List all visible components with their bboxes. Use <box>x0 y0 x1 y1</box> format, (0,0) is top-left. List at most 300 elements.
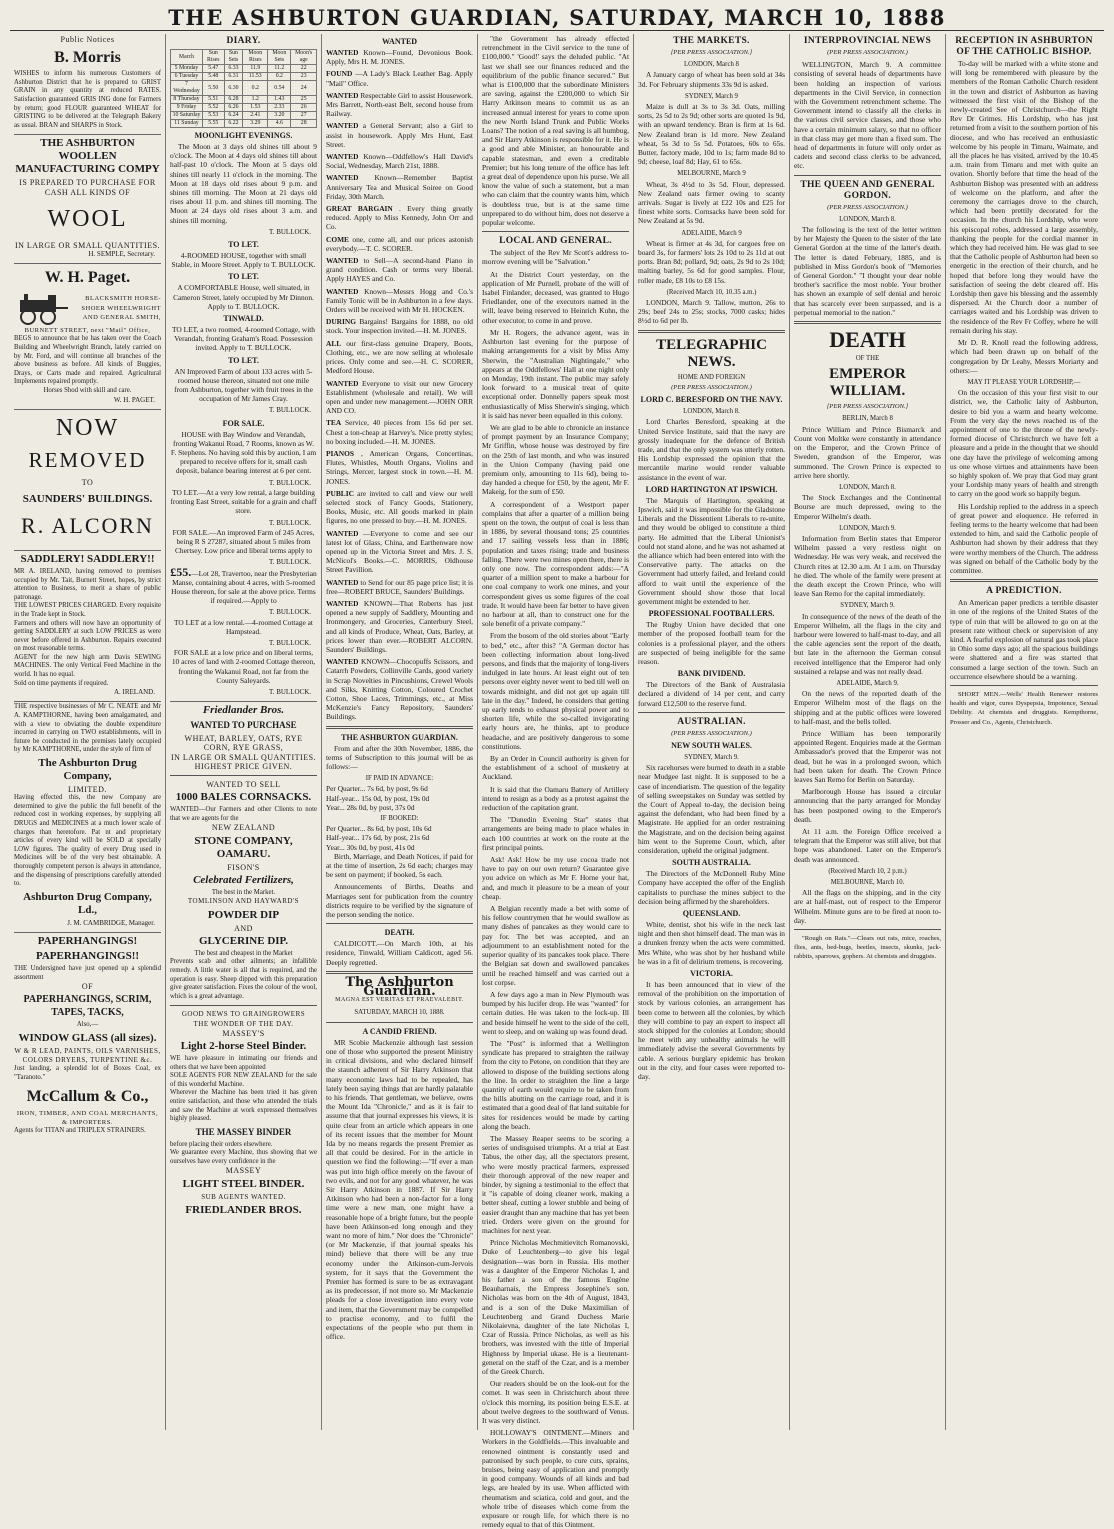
local-paragraph: The Massey Reaper seems to be scoring a series of undisguised triumphs. At a trial at East Tabus, the other day, all the spectators present, who were mostly practical farmers, expressed their thorough approval of the new reaper and binder, by signing a testimonial to the effect that it "is capable of doing cleaner work, making a better sheaf, cutting a lower stubble and being of easier draught than any machine that has yet been tried. Orders were given on the ground for machines for next year. <box>482 1133 629 1235</box>
emperor-place: ADELAIDE, March 9. <box>836 679 899 687</box>
diary-cell: 22 <box>291 65 317 73</box>
bank-body: The Directors of the Bank of Australasia declared a dividend of 14 per cent, and carry forward £12,500 to the reserve fund. <box>638 680 785 708</box>
local-paragraph: Ask! Ask! How be my use cocoa trade not have to pay on our own return? Guarantee give you advice on which as Mr F. Horne your hat, and, and much it pleasure to be a mean of your cheap. <box>482 855 629 901</box>
rate-line: Half-year... 15s 0d, by post, 19s 0d <box>326 793 430 803</box>
to-label: TO <box>81 477 94 487</box>
masthead <box>10 6 1104 31</box>
emperor-place: LONDON, March 9. <box>839 524 896 532</box>
market-place: SYDNEY, March 9 <box>685 92 738 100</box>
diary-cell: 5.48 <box>203 73 225 81</box>
local-paragraph: By an Order in Council authority is given for the establishment of a school of musketry at Auckland. <box>482 754 629 782</box>
diary-col: Moon's age <box>291 50 317 65</box>
glycerine-dip: GLYCERINE DIP. <box>198 934 289 947</box>
classified-ad <box>326 418 473 446</box>
local-paragraph: Our readers should be on the look-out for the comet. It was seen in Christchurch about three o'clock this morning, its position being E.S.E. at about twelve degrees to the southward of Venus. It was very distinct. <box>482 1379 629 1426</box>
editorial-body: MR Scobie Mackenzie although last session one of those who supported the present Ministry in critical divisions, and who declared himself the staunch adherent of Sir Harry Atkinson that many economic laws had to be repealed, has lately been saying things that are hardly palatable to his friends. That gentleman, we believe, owns the Mount Ida "Chronicle," and as it is fair to assume that that journal expresses his views, it is quite clear from an article which appears in one of its recent issues that the member for Mount Ida by no means regards the present Premier as all that could be desired. For in the article in question we find the following:—"If ever a man was put into high office merely on the favour of two evils, and not for any good whatever, he was Sir Harry Atkinson in 1887. If Sir Harry Atkinson who had been a non-factor for a long time were a new man, one might have a reasonable hope of a bright future, but the people have been Atkinson-ed long enough and they want no more of him." Nor does the "Chronicle" (or Mr Mackenzie, if that journal speaks his mind) believe that there will be any true economy under the Atkinson-cum-Jervois system, for it says that the Government the Premier has formed is sure to be as extravagant as its predecessor, if not more so. Mr Mackenzie pleads for a close investigation into every vote and item, that the Government may be compelled to practise economy, and to fulfil the expectations of the people who put them in office. <box>326 1037 473 1342</box>
local-general-paragraphs <box>482 248 629 1529</box>
diary-cell: 4.6 <box>268 120 291 128</box>
paper-body: THE Undersigned have just opened up a splendid assortment <box>14 964 161 981</box>
prediction-body: An American paper predicts a terrible disaster in one of the regions of the United States of the type of ruin that will be allowed to go on at the present rate without check or supervision of any kind. A fearful explosion of natural gas took place in Ohio some days ago; all the spacious buildings were shattered and a fire was started that consumed a large section of the town. Such an occurrence elsewhere should be a warning. <box>950 598 1098 681</box>
classified-ad <box>326 379 473 416</box>
telegraphic-sub-2: (PER PRESS ASSOCIATION.) <box>671 383 752 391</box>
divider <box>794 321 941 324</box>
diary-cell: 11.9 <box>243 65 268 73</box>
paget-body: BEGS to announce that he has taken over the Coach Building and Wheelwright Branch, lately carried on by Mr. Ford, and will continue all branches of the above business as before. All kinds of Buggies, Drays, or Carts made and repaired. Agricultural Implements repaired promptly. <box>14 335 161 386</box>
ireland-terms: Sold on time payments if required. <box>14 679 109 687</box>
local-paragraph: Prince Nicholas Mechmitievitch Romanovski, Duke of Leuchtenberg—to give his legal designation—was born in Russia. His mother was a daughter of the Emperor Nicholas I, and his father a son of the famous Eugène Beauharnais, the Empress Josephine's son. Nicholas was born on the 4th of August, 1843, and is a son of the Duke Maximilian of Leuchtenberg and Grand Duchess Marie Nikolaievna, daughter of the late Nicholas I, Czar of Russia. Prince Nicholas, as well as his brothers, was invested with the title of Imperial Highness by Imperial ukase. He is a lieutenant-general on the staff of the Czar, and is a member of the Greek Church. <box>482 1238 629 1377</box>
emperor-body: All the flags on the shipping, and in the city are at half-mast, out of respect to the Emperor Wilhelm. Minute guns are to be fired at noon to-day. <box>794 888 941 925</box>
interprovincial-sub: (PER PRESS ASSOCIATION.) <box>827 49 908 56</box>
guardian-rates-heading: THE ASHBURTON GUARDIAN. <box>341 732 458 742</box>
interprovincial-heading: INTERPROVINCIAL NEWS <box>803 36 932 46</box>
emperor-place: MELBOURNE, March 10. <box>830 879 905 887</box>
classified-ad <box>326 152 473 170</box>
diary-cell: 8 Thursday <box>171 96 203 104</box>
paget-ad <box>14 268 161 410</box>
bullock-sig: T. BULLOCK. <box>268 478 311 487</box>
nsw-heading: NEW SOUTH WALES. <box>671 740 752 750</box>
removed-heading: REMOVED <box>28 447 147 472</box>
hartington-heading: LORD HARTINGTON AT IPSWICH. <box>645 484 778 494</box>
sole-agents: SOLE AGENTS FOR NEW ZEALAND for the sale of this wonderful Machine. <box>170 1072 317 1088</box>
classified-text: Known—Remember Baptist Anniversary Tea and Musical Soiree on Good Friday, 30th March. <box>326 173 473 201</box>
diary-cell: 23 <box>291 73 317 81</box>
emperor-body: Prince William has been temporarily appointed Regent. Enquiries made at the German Ambassador's proved that the Emperor was not dead, but he was in a prolonged swoon, which had been taken for death. The Crown Prince leaves San Remo for Berlin on Saturday. <box>794 728 941 784</box>
bullock-sig: T. BULLOCK. <box>268 227 311 236</box>
diary-cell: 26 <box>291 104 317 112</box>
tinwald-heading: TINWALD. <box>223 314 264 324</box>
diary-cell: 11.53 <box>243 73 268 81</box>
market-place: MELBOURNE, March 9 <box>677 170 746 178</box>
paget-horse-line: Horses Shod with skill and care. <box>43 386 132 394</box>
bullock-ads <box>170 228 317 702</box>
wool-heading: WOOL <box>47 205 128 232</box>
local-paragraph: A few days ago a man in New Plymouth was bumped by his lucifer drop. He was "wanted" for certain duties. He was taken to the lock-up. Ill and beside himself he went to the side of the cell, went to sleep, and on waking up was found dead. <box>482 989 629 1036</box>
column-2 <box>166 34 322 1430</box>
classified-ad <box>326 48 473 66</box>
classified-label: ALL <box>326 338 342 348</box>
diary-cell: 11.2 <box>268 65 291 73</box>
address-body: On the occasion of this your first visit to our district, we, the Catholic laity of Ashburton, desire to bid you a warm and hearty welcome. From the very day the news reached us of the appointment of one to the throne of the newly-formed diocese of Christchurch we have felt a pleasure and a pride in the thought that we should one day have the privilege of welcoming among us one whose virtues and attainments have been so highly spoken of. We pray that God may grant your Lordship many years of health and strength to carry on the good work so happily begun. <box>950 388 1098 499</box>
telegraphic-heading: TELEGRAPHIC NEWS. <box>656 336 767 370</box>
diary-cell: 24 <box>291 81 317 96</box>
hartington-body: The Marquis of Hartington, speaking at Ipswich, said it was impossible for the Gladstone Liberals and the Dissentient Liberals to re-unite, and they would be obliged to constitute a third party. He admitted that the Liberal Unionist's could not stand alone, and he was not ashamed at the alliance which had been entered into with the Conservative party. The attacks on the Government had utterly failed, and Ireland could afford to wait until the experience of the Government should show those that local government might be extended to her. <box>638 495 785 606</box>
classified-label: WANTED <box>326 528 359 538</box>
mccallum-trade: IRON, TIMBER, AND COAL MERCHANTS, & IMPORTERS. <box>16 1109 159 1126</box>
alcorn-ad <box>14 414 161 551</box>
and-label: AND <box>234 923 253 933</box>
rate-line: Half-year... 17s 6d, by post, 21s 6d <box>326 833 430 843</box>
classified-ad <box>326 256 473 284</box>
emperor-body: In consequence of the news of the death of the Emperor Wilhelm, all the flags in the city and harbour were lowered to half-mast to-day, and all the cable agencies sent the report of the death, but late in the afternoon the German consul received intelligence that the Emperor had only sustained a relapse and was not really dead. <box>794 611 941 676</box>
tolet-heading: TO LET. <box>228 355 259 365</box>
divider <box>326 971 473 974</box>
announce-note: Announcements of Births, Deaths and Marriages sent for publication from the country districts require to be verified by the signature of the person sending the notice. <box>326 882 473 920</box>
local-paragraph: At the District Court yesterday, on the application of Mr Purnell, probate of the will of Isabel Finlander, deceased, was granted to Hugo Friedlander, one of the executors named in the will, leave being reserved to Heinrich Kuhn, the other executor, to come in and prove. <box>482 269 629 325</box>
wanted-heading: WANTED <box>381 37 418 46</box>
classified-ad <box>326 578 473 596</box>
ireland-prices: THE LOWEST PRICES CHARGED. Every requisite in the Trade kept in Stock. <box>14 602 161 618</box>
diary-cell: 3.20 <box>268 112 291 120</box>
classified-ad <box>326 317 473 335</box>
rate-line: Year... 28s 0d, by post, 37s 0d <box>326 802 415 812</box>
diary-cell: 11 Sunday <box>171 120 203 128</box>
local-paragraph: A correspondent of a Westport paper complains that after a quarter of a million being spent on the town, the output of coal is less than in 1886, by several thousand tons; 25 countries and 17 sailing vessels less than in 1886; population and taxes rising; trade and business falling. There were two mines open there, there is only one now. The correspondent adds:—"A quarter of a million spent to make a harbour for one coal company to work one mines, and your correspondent gives us some figures of the coal trade. It would have been far better to have given no harbour at all, than to construct one for the sole benefit of a private company." <box>482 499 629 629</box>
diary-cell: 6 Tuesday <box>171 73 203 81</box>
vic-body: It has been announced that in view of the removal of the prohibition on the importation of stock by various colonies, an arrangement has been come to between all the colonies, by which they will combine to pay an expert to inspect all stock shipped for the colonies at London; should he meet with any unhealthy animals he will immediately advise the several Governments by cable. A serious burglary epidemic has broken out in the city, and four cases were reported to-day. <box>638 980 785 1082</box>
death-headline: DEATH <box>829 327 906 353</box>
rates-intro: From and after the 30th November, 1886, the terms of Subscription to this journal will be as follows:— <box>326 743 473 772</box>
woollen-heading: THE ASHBURTON WOOLLEN MANUFACTURING COMPY <box>15 137 160 176</box>
classified-label: WANTED <box>326 657 359 667</box>
diary-cell: 7 Wednesday <box>171 81 203 96</box>
queen-body: The following is the text of the letter written by her Majesty the Queen to the sister of the late General Gordon at the time of the latter's death. The letter is dated February, 1885, and is published in Miss Gordon's book of "Memories of General Gordon." "I thought your dear noble brother's sacrifice the most noble. Your brother has shown an example of self denial and heroic that has scarcely ever been surpassed, and is a perpetual memorial to the nation." <box>794 225 941 317</box>
classified-label: WANTED <box>326 378 359 388</box>
wanted-list <box>326 48 473 722</box>
sa-body: The Directors of the McDonnell Ruby Mine Company have accepted the offer of the English capitalists to purchase the mines subject to the decision being affirmed by the shareholders. <box>638 869 785 906</box>
divider <box>326 1022 473 1023</box>
diary-table <box>170 49 317 128</box>
ireland-body: MR A. IRELAND, having removed to premises occupied by Mr. Tait, Burnett Street, hopes, by strict attention to Business, to merit a share of public patronage. <box>14 567 161 601</box>
classified-label: PUBLIC <box>326 488 354 498</box>
diary-cell: 1.2 <box>243 96 268 104</box>
editorial-motto: MAGNA EST VERITAS ET PRAEVALEBIT. <box>335 997 464 1004</box>
death-heading: DEATH. <box>384 928 415 938</box>
local-general-heading: LOCAL AND GENERAL. <box>499 236 612 247</box>
diary-cell: 3.29 <box>243 120 268 128</box>
rough-on-rats-ad: "Rough on Rats."—Clears out rats, mice, roaches, flies, ants, bed-bugs, beetles, insects, skunks, jack-rabbits, sparrows, gophers. At chemists and druggists. <box>794 935 941 961</box>
diary-cell: 5.55 <box>203 120 225 128</box>
divider <box>482 231 629 232</box>
before-orders: before placing their orders elsewhere. <box>170 1140 273 1148</box>
classified-ad <box>326 449 473 486</box>
classified-label: WANTED <box>326 577 359 587</box>
editorial-date: SATURDAY, MARCH 10, 1888. <box>354 1009 445 1017</box>
divider <box>794 929 941 930</box>
wool-signature: H. SEMPLE, Secretary. <box>88 249 155 258</box>
bullock-ad-10: FOR SALE at a low price and on liberal terms, 10 acres of land with 2-roomed Cottage thereon, fronting the Wakanui Road, not far from the County Saleyards. <box>171 648 316 685</box>
bullock-ad-1: 4-ROOMED HOUSE, together with small Stable, in Moore Street. Apply to T. BULLOCK. <box>171 251 316 270</box>
diary-cell: 2.33 <box>268 104 291 112</box>
received-line: (Received March 10, 2 p.m.) <box>828 867 907 875</box>
mccallum-agents: Agents for TITAN and TRIPLEX STRAINERS. <box>14 1126 146 1134</box>
friedlander-heading: Friedlander Bros. <box>202 704 285 717</box>
emperor-body: Marlborough House has issued a circular announcing that the party arranged for Monday has been postponed owing to the Emperor's death. <box>794 787 941 824</box>
mccallum-name: McCallum & Co., <box>26 1087 149 1105</box>
classified-label: GREAT BARGAIN <box>326 204 393 214</box>
stone-company: STONE COMPANY, OAMARU. <box>194 834 293 860</box>
classified-text: Known—Messrs Hogg and Co.'s Family Tonic will be in Ashburton in a few days. Orders will be received with Mr H. HOCKEN. <box>326 286 473 315</box>
bullock-sig: T. BULLOCK. <box>268 518 311 527</box>
market-report: Maize is dull at 3s to 3s 3d. Oats, milling sorts, 2s 5d to 2s 9d; other sorts are quoted 1s 9d, with an upward tendency. Bran is firm at 1s 6d. New Zealand bran is 1d more. New Zealand wheat, 5s 3d to 5s 5d. Potatoes, 60s to 65s. Butter, factory made, 10d to 1s; farm made 8d to 9d; cheese, loaf 8d; Hay, 61 to 65s. <box>638 102 785 167</box>
classified-label: PIANOS <box>326 448 354 458</box>
beresford-heading: LORD C. BERESFORD ON THE NAVY. <box>640 395 783 405</box>
wanted-sell: WANTED TO SELL <box>206 779 281 789</box>
death-notice: CALDICOTT.—On March 10th, at his residence, Tinwald, William Caldicott, aged 56. Deeply regretted. <box>326 939 473 967</box>
diary-cell: 9 Friday <box>171 104 203 112</box>
mccallum-intro: Just landing, a splendid lot of Boxes Coal, ex "Taranoto." <box>14 1065 161 1081</box>
diary-cell: 6.22 <box>224 120 243 128</box>
australian-heading: AUSTRALIAN. <box>677 716 746 727</box>
emperor-place: SYDNEY, March 9. <box>840 602 895 610</box>
ireland-agent: AGENT for the new high arm Davis SEWING MACHINES. The only Vertical Feed Machine in the world. It has no equal. <box>14 653 161 679</box>
bullock-ad-2: A COMFORTABLE House, well situated, in Cameron Street, lately occupied by Mr Dinnon. Apply to T. BULLOCK. <box>173 283 314 311</box>
sub-agents: SUB AGENTS WANTED. <box>201 1192 286 1201</box>
friedlander-ad <box>170 704 317 1223</box>
column-3 <box>322 34 478 1430</box>
classified-text: Respectable Girl to assist Housework. Mrs Barrett, North-east Belt, second house from Railway. <box>326 90 473 119</box>
diary-cell: 5.50 <box>203 81 225 96</box>
diary-cell: 28 <box>291 120 317 128</box>
paget-name: W. H. Paget. <box>44 269 131 287</box>
fisons: FISON'S <box>227 862 260 872</box>
classified-text: Bargains! Bargains for 1888, no old stock. Your inspection invited.—H. M. JONES. <box>326 317 473 336</box>
diary-cell: 0.2 <box>243 81 268 96</box>
column-6 <box>790 34 946 1430</box>
editorial-continued: "the Government has already effected retrenchment in the Civil service to the tune of £100,000." 'Good!' says the deluded public. "At last we shall see our finances reduced and the equilibrium of the public finance secured." But what is £100,000 that the subordinate Ministers are saving, against the £200,000 to which Sir Harry Atkinson means to commit us as an increased annual interest for years to come upon the new North Island Trunk and Public Works Loans? The notion of a real saving is all humbug, and Sir Harry Atkinson is responsible for it. He is a good and able Minister, an honourable and capable statesman, and even a creditable Premier; but his long tenure of the office has left a great deal of dependence upon his purse. We all know the value of such a statement, but a man who can claim that the country wants him, which is doubtless true, but is at the same time unprepared to do without him, does not deserve a popular welcome. <box>482 34 629 228</box>
editorial-masthead: The Ashburton Guardian. <box>345 974 454 1000</box>
diary-cell: 5.51 <box>203 96 225 104</box>
morris-body: WISHES to inform his numerous Customers of Ashburton District that he is prepared to GRIST GRAIN in any quantity at reduced RATES. Satisfaction guaranteed GRIS ING done for Farmers by return; good FLOUR guaranteed WHEAT for GRISTING to be delivered at the Telegraph Bakery as usual. BRAN and SHARPS in Stock. <box>14 70 161 129</box>
price-55: £55. <box>170 564 192 579</box>
classified-label: WANTED <box>326 173 359 183</box>
emperor-body: The Stock Exchanges and the Continental Bourse are much depressed, owing to the Emperor Wilhelm's death. <box>794 493 941 521</box>
bullock-sig: T. BULLOCK. <box>268 608 311 617</box>
classified-text: —A Lady's Black Leather Bag. Apply "Mail" Office. <box>326 69 473 88</box>
diary-cell: 2.41 <box>243 112 268 120</box>
short-men-ad: SHORT MEN.—Wells' Health Renewer restores health and vigor, cures Dyspepsia, Impotence, Sexual Debility. At chemists and druggists. Kempthorne, Prosser and Co., Agents, Christchurch. <box>950 691 1098 726</box>
classified-ad <box>326 121 473 149</box>
classified-text: —Everyone to come and see our latest lot of Glass, China, and Earthenware now opened up in the Victoria Street and Mrs. J. S. McNicol's Books.—C. MORRIS, Oldhouse Street Pavillion. <box>326 528 473 575</box>
classified-text: our first-class genuine Drapery, Boots, Clothing, etc., we are now selling at wholesale prices. Only come and see.—H. C. SCORER, Medford House. <box>326 338 473 376</box>
local-paragraph: The "Post" is informed that a Wellington syndicate has prepared to straighten the railway from the city to Petone, on condition that they are allowed to dispose of the building sections along the line. In order to straighten the line a large quantity of earth would require to be taken from the hills abutting on the carriage road, and it is estimated that a good deal of flat land suitable for sites for residences would be made by carting along the beach. <box>482 1038 629 1131</box>
diary-cell: 1.43 <box>268 96 291 104</box>
classified-text: a General Servant; also a Girl to assist in housework. Apply Mrs Hunt, East Street. <box>326 121 473 149</box>
drug-signature: J. M. CAMBRIDGE, Manager. <box>67 918 155 927</box>
powder-dip: POWDER DIP <box>207 908 280 921</box>
reception-body: To-day will be marked with a white stone and will long be remembered with pleasure by the members of the Roman Catholic Church resident in the town and district of Ashburton as having witnessed the first visit of the Bishop of the newly-created See of Christchurch—the Right Rev Dr Grimes. His Lordship, who has just returned from a visit to the southern portion of his diocese, and who has received an enthusiastic welcome by his people in Timaru, Waimate, and all the places he has visited, arrived by the 10.45 a.m. train from Timaru and met with quite an ovation. Shortly before that time the head of the Ashburton Bishop was presented with an address of welcome on the platform, and after the ceremony the carriages drove to the church, which had been prettily decorated for the occasion. In the church his Lordship, who wore his episcopal robes, addressed a large assembly, thanking the people for the cordial manner in which they had received him. He was glad to see that the Catholic people of Ashburton had been so energetic in the erection of their church, and he hoped that before long they would have the satisfaction of seeing the debt cleared off. His Lordship then gave his blessing and the assembly dispersed. At the Church door a number of carriages waited and his Lordship was driven to the residence of the Rev Fr Coffey, where he will remain during his stay. <box>950 59 1098 335</box>
reception-heading: RECEPTION IN ASHBURTON OF THE CATHOLIC BISHOP. <box>955 36 1093 57</box>
emperor-body: At 11 a.m. the Foreign Office received a telegram that the Emperor was still alive, but that hope was abandoned. Later on the Emperor's death was announced. <box>794 827 941 864</box>
massey-label: MASSEY <box>225 1166 262 1176</box>
woollen-ad <box>14 137 161 264</box>
drug-limited: LIMITED. <box>68 785 107 795</box>
bullock-sig: T. BULLOCK. <box>268 558 311 567</box>
classified-ad <box>326 204 473 232</box>
market-place: (Received March 10, 10.35 a.m.) <box>666 288 757 296</box>
bullock-ad-7: FOR SALE.—An improved Farm of 245 Acres, being R S 27287, situated about 5 miles from Chertsey. Low price and liberal terms apply to <box>172 527 315 556</box>
saunders-heading: SAUNDERS' BUILDINGS. <box>22 492 153 505</box>
classified-text: Known—Found, Devonious Book. Apply, Mrs H. M. JONES. <box>326 48 473 67</box>
divider <box>950 579 1098 582</box>
emperor-body: Information from Berlin states that Emperor Wilhelm passed a very restless night on Wednesday. He was very weak, and received the Church rites at 12.30 a.m. At 1 a.m. on Thursday he died. The whole of the family were present at the death except the Crown Prince, who will leave San Remo for the capital immediately. <box>794 533 941 599</box>
classified-ad <box>326 489 473 526</box>
divider <box>950 685 1098 686</box>
market-report: Wheat, 3s 4½d to 3s 5d. Flour, depressed. New Zealand oats firmer owing to scanty arrivals. Sugar is lively at £22 10s and £25 for finest white sorts. Cornsacks have been sold for New Zealand at 5s 9d. <box>638 179 785 226</box>
drug-company-ad <box>14 703 161 933</box>
local-paragraph: HOLLOWAY'S OINTMENT.—Miners and Workers in the Goldfields.—This invaluable and renowned ointment is constantly used and patronised by such people, to cure cuts, sprains, bruises, being easy of application and promptly in good company. Wounds of all kinds and bad legs, are healed by its use. When afflicted with rheumatism and sciatica, cold and gout, and the whole tribe of diseases which come from the exposure or rough life, for which there is no remedy equal to that of this Ointment. <box>482 1428 629 1529</box>
diary-col: Moon Rises <box>243 50 268 65</box>
prevents-text: Prevents scab and other ailments; an infallible remedy. A little water is all that is required, and the operation is easy. Sheep dipped with this preparation give greater satisfaction. Fixes the colour of the wool, which is a great advantage. <box>170 958 317 1000</box>
local-paragraph: From the bosom of the old stories about "Early to bed," etc., after this? "A German doctor has been collecting information about long-lived persons, and finds that the majority of long-livers indulged in late hours. At least eight out of ten persons over eighty never went to bed till well on towards midnight, and did not get up again till late in the day." Indeed, he considers that getting up early tends to exhaust physical power and to shorten life, while the so-called invigorating early hours are, he thinks, apt to produce headache, and are positively dangerous to some constitutions. <box>482 631 629 751</box>
paper-of: OF <box>81 982 94 992</box>
wonder-of-day: THE WONDER OF THE DAY. <box>193 1019 294 1028</box>
friedlander-bros: FRIEDLANDER BROS. <box>185 1203 302 1216</box>
classified-text: to Sell—A second-hand Piano in grand condition. Cash or terms very liberal. Apply HAYES and Co. <box>326 256 473 284</box>
diary-cell: 6.31 <box>224 73 243 81</box>
newspaper-title: THE ASHBURTON GUARDIAN, SATURDAY, MARCH 10, 1888 <box>168 5 946 30</box>
market-list <box>638 60 785 325</box>
classified-label: WANTED <box>326 48 359 57</box>
diary-row <box>171 104 317 112</box>
bullock-sig: T. BULLOCK. <box>268 406 311 415</box>
paper-items: PAPERHANGINGS, SCRIM, TAPES, TACKS, <box>23 994 152 1019</box>
classified-text: are invited to call and view our well selected stock of Fancy Goods, Stationery, Books, Music, etc. All goods marked in plain figures, no one pressed to buy.—H. M. JONES. <box>326 488 473 526</box>
best-cheapest: The best and cheapest in the Market <box>194 949 293 957</box>
classified-text: Everyone to visit our new Grocery Establishment (wholesale and retail). We will open and under new management.—JOHN ORR AND CO. <box>326 378 473 416</box>
divider <box>170 775 317 776</box>
emperor-place: BERLIN, March 8 <box>842 415 893 423</box>
market-report: LONDON, March 9. Tallow, mutton, 26s to 29s; beef 24s to 25s; stocks, 7000 casks; hides 8½d to 6d per lb. <box>638 298 785 326</box>
notices-heading: Public Notices <box>60 35 115 44</box>
emperor-sub: [PER PRESS ASSOCIATION.] <box>826 403 909 411</box>
classified-label: DURING <box>326 317 356 327</box>
bullock-sig: T. BULLOCK. <box>268 638 311 647</box>
column-1 <box>10 34 166 1430</box>
local-paragraph: It is said that the Oamaru Battery of Artillery intend to resign as a body as a protest against the reduction of the capitation grant. <box>482 784 629 813</box>
diary-cell: 5.47 <box>203 65 225 73</box>
queen-place: LONDON, March 8. <box>839 215 896 223</box>
divider <box>170 1005 317 1006</box>
drug-company-name-2: Ashburton Drug Company, Ld., <box>23 890 152 916</box>
classified-label: COME <box>326 234 349 244</box>
classified-label: WANTED <box>326 90 359 100</box>
classified-ad <box>326 529 473 575</box>
diary-body <box>171 65 317 128</box>
diary-row <box>171 81 317 96</box>
ireland-farmers: Farmers and others will now have an opportunity of getting SADDLERY at such LOW PRICES as were never before offered in Ashburton. Repairs executed on most reasonable terms. <box>14 619 161 653</box>
diary-month: March <box>171 50 203 65</box>
editorial-heading: A CANDID FRIEND. <box>362 1026 437 1036</box>
classified-ad <box>326 657 473 721</box>
rates-booked-label: IF BOOKED: <box>380 815 419 823</box>
drug-body: THE respective businesses of Mr C. NEATE and Mr A. KAMPTHORNE, having been amalgamated, and with a view to obviating the double expenditure incurred in carrying on TWO establishments, will in future be conducted in the premises lately occupied by Mr KAMPTHORNE, under the style of firm of <box>14 703 161 754</box>
emperor-place: LONDON, March 8. <box>839 483 896 491</box>
football-body: The Rugby Union have decided that one member of the proposed football team for the colonies is a professional player, and the others are suspected of being ineligible for the same reason. <box>638 620 785 666</box>
divider <box>794 175 941 176</box>
bullock-ad-8 <box>170 564 317 606</box>
diary-cell: 1.53 <box>243 104 268 112</box>
beresford-body: Lord Charles Beresford, speaking at the United Service Institute, said that the navy are grossly inadequate for the defence of British trade, and that the only system was utterly rotten. His Lordship expressed the opinion that the mercantile marine would render valuable assistance in the event of war. <box>638 417 785 482</box>
rate-line: Per Quarter... 8s 6d, by post, 10s 6d <box>326 824 432 834</box>
diary-cell: 5.53 <box>203 112 225 120</box>
diary-cell: 0.2 <box>268 73 291 81</box>
drug-company-name: The Ashburton Drug Company, <box>38 757 137 783</box>
classified-ad <box>326 69 473 87</box>
local-paragraph: The subject of the Rev Mr Scott's address to-morrow evening will be "Salvation." <box>482 248 629 267</box>
grains-qty: IN LARGE OR SMALL QUANTITIES. <box>170 752 317 762</box>
column-5 <box>634 34 790 1430</box>
diary-cell: 5 Monday <box>171 65 203 73</box>
qld-heading: QUEENSLAND. <box>682 909 741 919</box>
diary-cell: 25 <box>291 96 317 104</box>
drug-text: Having effected this, the new Company are determined to give the public the full benefit of the reduced cost in working expenses, by supplying all DRUGS and MEDICINES at a much lower scale of charges than heretofore. Pat nt and proprietary articles of every kind will be SOLD at specially LOW figures. The quality of every Drug used in Medicines will be of the very best obtainable. A thoroughly competent person is always in attendance, and the dispensing of prescriptions carefully attended to. <box>14 794 161 888</box>
new-zealand: NEW ZEALAND <box>211 823 276 833</box>
bank-heading: BANK DIVIDEND. <box>677 669 746 679</box>
classified-text: . Every thing greatly reduced. Apply to Miss Kennedy, John Orr and Co. <box>326 204 473 232</box>
rates-paid-label: IF PAID IN ADVANCE: <box>365 775 434 783</box>
classified-text: , American Organs, Concertinas, Flutes, Whistles, Mouth Organs, Violins and Strings, Mercer, largest stock in town.—H. M. JONES. <box>326 448 473 486</box>
classified-label: FOUND <box>326 69 353 79</box>
paget-trades-row <box>14 290 161 326</box>
diary-col: Moon Sets <box>268 50 291 65</box>
diary-cell: 6.28 <box>224 96 243 104</box>
bullock-ad-8-text: —Lot 28, Travertoo, near the Presbyterian Manse, containing about 4 acres, with 5-roomed House thereon, for sale at the above price. Terms if required.—Apply to <box>171 568 317 606</box>
diary-cell: 10 Saturday <box>171 112 203 120</box>
wool-sub: IN LARGE OR SMALL QUANTITIES. <box>14 240 161 250</box>
classified-ad <box>326 91 473 119</box>
tolet-heading: TO LET. <box>228 240 259 250</box>
morris-name: B. Morris <box>54 49 121 67</box>
classified-label: WANTED <box>326 152 359 162</box>
diary-cell: 6.33 <box>224 65 243 73</box>
best-in-market: The best in the Market. <box>211 888 276 896</box>
prediction-heading: A PREDICTION. <box>986 586 1062 597</box>
alcorn-name: R. ALCORN <box>21 512 154 538</box>
moonlight-body: The Moon at 3 days old shines till about 9 o'clock. The Moon at 4 days old shines till about half-past 10 o'clock. The Moon at 5 days old shines till nearly 11 o'clock in the morning. The Moon at 18 days old rises about 9 p.m. and shines till morning. The Moon at 21 days old rises about 11 p.m. and shines till morning. The Moon at 24 days old rises about 3 a.m. and shines till morning. <box>170 142 317 225</box>
wanted-purchase: WANTED TO PURCHASE <box>190 720 297 731</box>
morris-ad <box>14 35 161 135</box>
sa-heading: SOUTH AUSTRALIA. <box>672 858 751 868</box>
paget-trades: BLACKSMITH HORSE-SHOER WHEELWRIGHT AND GENERAL SMITH, <box>81 295 161 321</box>
masseys: MASSEY'S <box>222 1028 265 1038</box>
classified-label: WANTED <box>326 286 359 296</box>
queen-heading: THE QUEEN AND GENERAL GORDON. <box>800 179 935 201</box>
market-place: LONDON, March 8 <box>684 61 739 69</box>
classified-label: WANTED <box>326 598 359 608</box>
classified-ad <box>326 599 473 654</box>
ireland-signature: A. IRELAND. <box>113 688 155 697</box>
grains-list: WHEAT, BARLEY, OATS, RYE CORN, RYE GRASS, <box>184 734 303 753</box>
forsale-heading: FOR SALE. <box>222 418 265 428</box>
paper-heading: PAPERHANGINGS! <box>37 934 138 947</box>
diary-cell: 6.24 <box>224 112 243 120</box>
classified-ad <box>326 235 473 253</box>
address-salutation: MAY IT PLEASE YOUR LORDSHIP,— <box>967 378 1081 386</box>
classified-text: one, come all, and our prices astonish everybody.—T. C. SCORER. <box>326 234 473 253</box>
diary-cell: 27 <box>291 112 317 120</box>
qld-body: White, dentist, shot his wife in the neck last night and then shot himself dead. The man was in a drunken frenzy when the acts were committed. Mrs White, who was shot by her husband while he was in a fit of delirium tremens, is recovering. <box>638 920 785 966</box>
nz-agents-note: WANTED—Our Farmers and other Clients to note that we are agents for the <box>170 806 317 822</box>
football-heading: PROFESSIONAL FOOTBALLERS. <box>648 609 775 619</box>
window-glass: WINDOW GLASS (all sizes). <box>18 1031 157 1044</box>
diary-col: Sun Rises <box>203 50 225 65</box>
woollen-sub: IS PREPARED TO PURCHASE FOR CASH ALL KINDS OF <box>19 178 156 197</box>
fertilizers: Celebrated Fertilizers, <box>193 873 294 886</box>
bullock-ad-5: HOUSE with Bay Window and Verandah, fronting Wakanui Road, 7 Rooms, known as W. F. Stephens. No having sold this by auction, I am prepared to receive offers for it, small cash deposit, balance bearing interest at 6 per cent. <box>170 429 317 476</box>
classified-text: Service, 40 pieces from 15s 6d per set. Chest a ton-cheap at Harvey's. Nice pretty styles; no boxing included.—H. M. JONES. <box>326 418 473 446</box>
interprovincial-body: WELLINGTON, March 9. A committee consisting of several heads of departments have been holding an inspection of various departments in the Civil Service, in connection with the Government retrenchment scheme. The Government intend to classify all the clerks in the various civil service classes, and those who have a certain minimum salary, so that no officer in that class may get more than a fixed sum. The head of departments in future will only order as cadets and second class clerks to be advanced, etc. <box>794 60 941 171</box>
local-paragraph: Mr H. Rogers, the advance agent, was in Ashburton last evening for the purpose of making arrangements for a visit by Miss Amy Sherwin, the "Australian Nightingale," who appears at the Oddfellows' Hall at one night only on Monday, 19th instant. The public may safely look forward to a musical treat of quite exceptional order. Donnelly papers speak most enthusiastically of Miss Sherwin's singing, which it is said has never been equalled in this colony. <box>482 327 629 420</box>
diary-row <box>171 73 317 81</box>
address-intro: Mr D. R. Knoll read the following address, which had been drawn up on behalf of the congregation by Dr Leahy, Messrs Moriarty and others:— <box>950 338 1098 375</box>
diary-row <box>171 112 317 120</box>
paget-address: BURNETT STREET, next "Mail" Office, <box>24 327 151 335</box>
diary-row <box>171 120 317 128</box>
diary-heading: DIARY. <box>226 36 261 46</box>
nsw-place: SYDNEY, March 9. <box>684 753 739 761</box>
massey-binder: THE MASSEY BINDER <box>195 1126 292 1137</box>
